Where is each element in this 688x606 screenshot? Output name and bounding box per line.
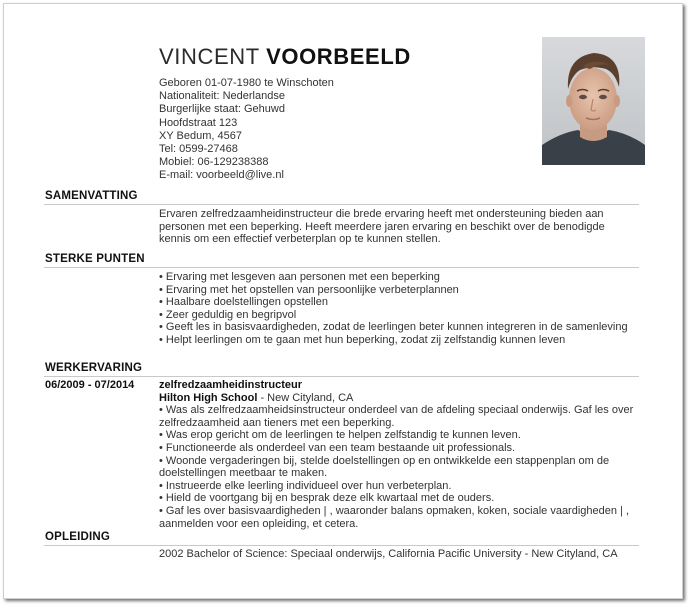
list-item: • Instrueerde elke leerling individueel over hun verbeterplan.	[159, 479, 452, 492]
job-block	[159, 379, 639, 530]
section-title-strengths: STERKE PUNTEN	[45, 253, 145, 265]
list-item: • Woonde vergaderingen bij, stelde doelstellingen op en ontwikkelde een stappenplan om de doelstellingen meetbaar te maken.	[159, 454, 610, 480]
first-name: VINCENT	[159, 44, 260, 69]
summary-text: Ervaren zelfredzaamheidinstructeur die brede ervaring heeft met ondersteuning bieden aan personen met een beperking. Heeft meerdere jaren ervaring en beschikt over de benodigde kennis om een effectief verbeterplan op te kunnen stellen.	[159, 208, 605, 246]
list-item: • Zeer geduldig en begripvol	[159, 308, 297, 321]
section-divider	[44, 267, 639, 268]
contact-city: XY Bedum, 4567	[159, 129, 242, 142]
last-name: VOORBEELD	[266, 44, 411, 69]
list-item: • Geeft les in basisvaardigheden, zodat de leerlingen beter kunnen integreren in de samenleving	[159, 321, 628, 334]
section-title-education: OPLEIDING	[45, 531, 111, 543]
list-item: • Haalbare doelstellingen opstellen	[159, 296, 328, 309]
contact-phone: Tel: 0599-27468	[159, 143, 238, 156]
section-divider	[44, 545, 639, 546]
employer-location: - New Cityland, CA	[257, 391, 354, 404]
section-title-experience: WERKERVARING	[45, 362, 143, 374]
section-divider	[44, 376, 639, 377]
section-divider	[44, 204, 639, 205]
job-duties-list	[159, 404, 639, 530]
list-item: • Gaf les over basisvaardigheden | , waaronder balans opmaken, koken, sociale vaardigheden | , aanmelden voor een opleiding, et cetera.	[159, 504, 630, 530]
strengths-list	[159, 271, 639, 347]
contact-email: E-mail: voorbeeld@live.nl	[159, 169, 284, 182]
job-title: zelfredzaamheidinstructeur	[159, 379, 303, 391]
contact-street: Hoofdstraat 123	[159, 116, 238, 129]
job-date: 06/2009 - 07/2014	[45, 379, 135, 391]
contact-details	[159, 77, 334, 183]
contact-birth: Geboren 01-07-1980 te Winschoten	[159, 77, 334, 89]
resume-page	[3, 3, 683, 599]
list-item: • Was als zelfredzaamheidsinstructeur onderdeel van de afdeling speciaal onderwijs. Gaf les over zelfredzaamheid aan tieners met een beperking.	[159, 404, 634, 429]
list-item: • Ervaring met het opstellen van persoonlijke verbeterplannen	[159, 283, 459, 296]
section-title-summary: SAMENVATTING	[45, 190, 138, 202]
contact-nationality: Nationaliteit: Nederlandse	[159, 90, 285, 103]
employer-name: Hilton High School	[159, 391, 258, 404]
candidate-name	[159, 44, 411, 70]
job-employer	[159, 392, 639, 405]
list-item: • Ervaring met lesgeven aan personen met een beperking	[159, 271, 440, 283]
list-item: • Hield de voortgang bij en besprak deze elk kwartaal met de ouders.	[159, 492, 495, 505]
list-item: • Was erop gericht om de leerlingen te helpen zelfstandig te kunnen leven.	[159, 429, 521, 442]
list-item: • Helpt leerlingen om te gaan met hun beperking, zodat zij zelfstandig kunnen leven	[159, 333, 566, 346]
profile-photo	[542, 37, 645, 165]
list-item: • Functioneerde als onderdeel van een team bestaande uit professionals.	[159, 441, 516, 454]
contact-mobile: Mobiel: 06-129238388	[159, 156, 269, 169]
contact-marital-status: Burgerlijke staat: Gehuwd	[159, 103, 285, 116]
education-text: 2002 Bachelor of Science: Speciaal onderwijs, California Pacific University - New Cityland, CA	[159, 548, 618, 560]
